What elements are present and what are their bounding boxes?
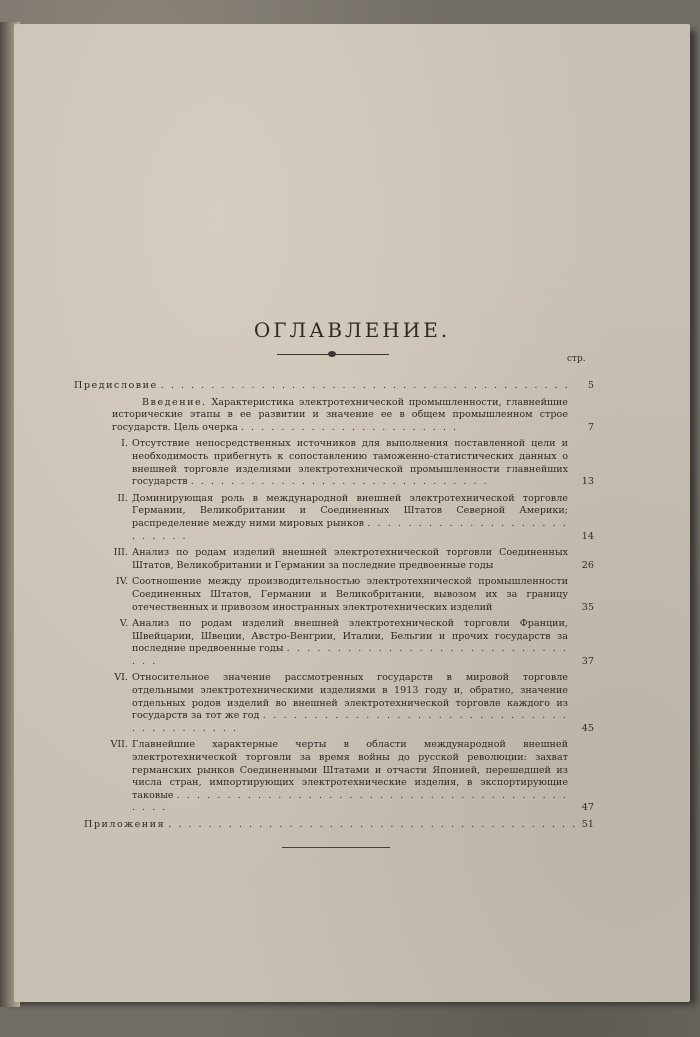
toc-entry-label: Предисловие xyxy=(74,380,158,391)
toc-entry-text: Анализ по родам изделий внешней электротехнической торговли Франции, Швейцарии, Швеции, Австро-Венгрии, Италии, Бельгии и прочих государств за последние предвоенные годы xyxy=(132,618,568,655)
toc-page-number: 5 xyxy=(587,380,594,391)
toc-page-number: 7 xyxy=(587,421,594,433)
toc-entry-text: Характеристика электротехнической промышленности, главнейшие исторические этапы в ее развитии и значение ее в общем промышленном строе государств. Цель очерка xyxy=(112,396,568,433)
toc-entry-number: I. xyxy=(121,438,128,450)
dot-leader: . . . . . . . . . . . . . . . . . . . . . . . . . . . . . . xyxy=(190,476,489,488)
toc-entry-label: Введение. xyxy=(142,396,207,408)
toc-page-number: 35 xyxy=(581,601,594,613)
toc-entry-number: VI. xyxy=(114,672,128,684)
toc-page-number: 45 xyxy=(581,722,594,734)
page-title: ОГЛАВЛЕНИЕ. xyxy=(253,318,451,342)
toc-entry-text: Отсутствие непосредственных источников для выполнения поставленной цели и необходимость прибегнуть к сопоставлению таможенно-статистических данных о внешней торговле изделиями электротехнической промышленности главнейших государств xyxy=(132,438,568,488)
toc-entry-text: Относительное значение рассмотренных государств в мировой торговле отдельными электротехническими изделиями в 1913 году и, обратно, значение отдельных родов изделий во внешней электротехнической торговле каждого из государств за тот же год xyxy=(132,672,568,722)
toc-page-number: 47 xyxy=(581,802,594,814)
toc-page-number: 26 xyxy=(581,559,594,571)
toc-page-number: 37 xyxy=(581,655,594,667)
dot-leader: . . . . . . . . . . . . . . . . . . . . . . xyxy=(240,421,459,433)
toc-entry xyxy=(74,618,594,668)
closing-rule xyxy=(282,847,390,848)
toc-entry-number: IV. xyxy=(115,576,128,588)
toc-entry-number: II. xyxy=(117,492,128,504)
toc-entry xyxy=(74,672,594,735)
book-page xyxy=(14,24,690,1002)
toc-entry-text: Анализ по родам изделий внешней электротехнической торговли Соединенных Штатов, Великобритании и Германии за последние предвоенные годы xyxy=(132,547,568,571)
toc-page-number: 13 xyxy=(581,476,594,488)
toc-entry-text: Главнейшие характерные черты в области международной внешней электротехнической торговли за время войны до русской революции: захват германских рынков Соединенными Штатами и отчасти Японией, перешедшей из числа стран, импортирующих электротехнические изделия, в экспортирующие таковые xyxy=(132,739,568,801)
toc-entry xyxy=(74,739,594,815)
toc-entry xyxy=(74,380,594,393)
toc-entry-text: Соотношение между производительностью электротехнической промышленности Соединенных Штатов, Германии и Великобритании, вывозом их за границу отечественных и привозом иностранных электротехнических изделий xyxy=(132,576,568,613)
dot-leader: . . . . . . . . . . . . . . . . . . . . . . . . . . . . . . . . . . . . . . . . . . . xyxy=(132,789,568,814)
toc-entry xyxy=(74,819,594,832)
title-ornament-dot xyxy=(328,351,336,357)
dot-leader: . . . . . . . . . . . . . . . . . . . . . . . . . . xyxy=(132,517,568,542)
page-column-label: стр. xyxy=(567,354,586,364)
toc-entry xyxy=(74,438,594,488)
toc-entry xyxy=(74,397,594,435)
dot-leader: . . . . . . . . . . . . . . . . . . . . . . . . . . . . . . . xyxy=(132,643,568,667)
toc-page-number: 51 xyxy=(581,819,594,830)
table-of-contents xyxy=(74,380,594,836)
dot-leader: . . . . . . . . . . . . . . . . . . . . . . . . . . . . . . . . . . . . . . . . . xyxy=(168,819,578,830)
toc-entry-number: VII. xyxy=(110,739,128,751)
toc-entry-label: Приложения xyxy=(84,819,166,830)
dot-leader: . . . . . . . . . . . . . . . . . . . . . . . . . . . . . . . . . . . . . . . . . xyxy=(160,380,570,391)
toc-page-number: 14 xyxy=(581,530,594,542)
toc-entry-number: V. xyxy=(119,618,128,630)
toc-entry xyxy=(74,493,594,543)
toc-entry xyxy=(74,547,594,572)
toc-entry-number: III. xyxy=(113,547,128,559)
toc-entry-text: Доминирующая роль в международной внешней электротехнической торговле Германии, Великобритании и Соединенных Штатов Северной Америки; распределение между ними мировых рынков xyxy=(132,492,568,529)
dot-leader: . . . . . . . . . . . . . . . . . . . . . . . . . . . . . . . . . . . . . . . . . xyxy=(132,710,568,734)
toc-entry xyxy=(74,576,594,614)
